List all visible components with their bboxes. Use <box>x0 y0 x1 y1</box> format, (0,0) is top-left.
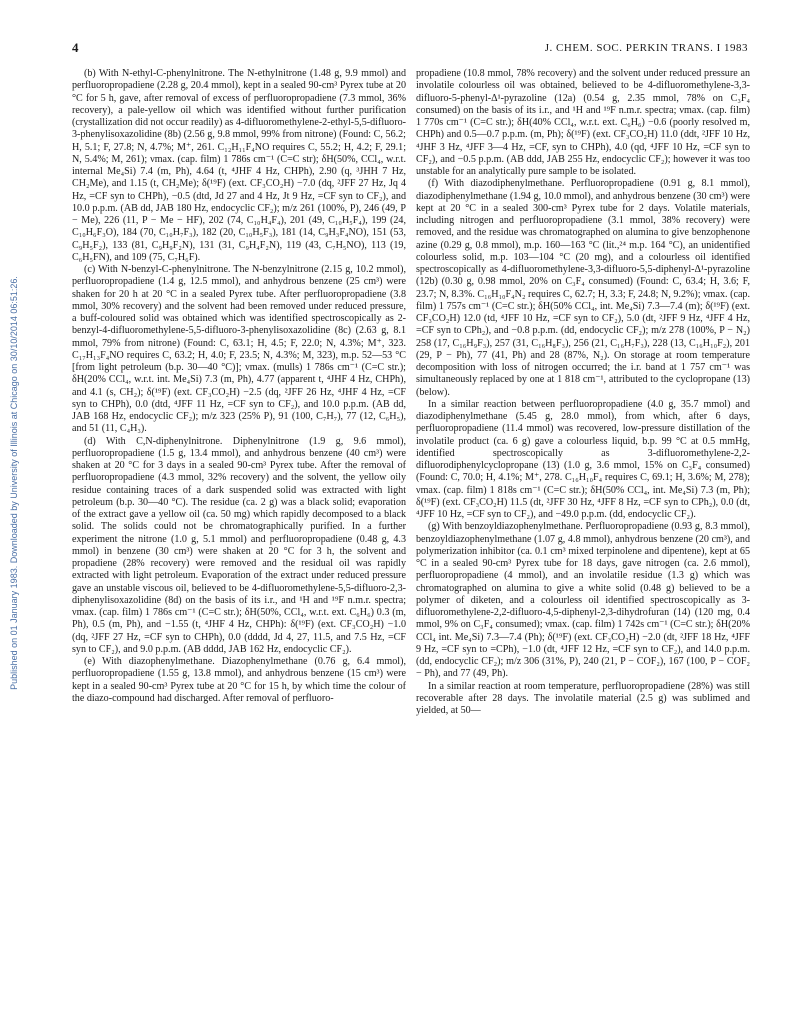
paragraph-c-benzylnitrone: (c) With N-benzyl-C-phenylnitrone. The N-benzylnitrone (2.15 g, 10.2 mmol), perfluoropropadiene (1.4 g, 12.5 mmol), and anhydrous benzene (25 cm³) were shaken for 20 h at 20 °C in a sealed Pyrex tube. After perfluoropropadiene (3.8 mmol, 30% recovery) and the solvent had been removed under reduced pressure, a buff-coloured solid was obtained which was identified spectroscopically as 2-benzyl-4-difluoromethylene-5,5-difluoro-3-phenylisoxazolidine (8c) (2.63 g, 8.1 mmol, 79% from nitrone) (Found: C, 63.1; H, 4.5; F, 22.0; N, 4.3%; M⁺, 323. C₁₇H₁₃F₄NO requires C, 63.2; H, 4.0; F, 23.5; N, 4.3%; M, 323), m.p. 52—53 °C [from light petroleum (b.p. 30—40 °C)]; νmax. (mulls) 1 786s cm⁻¹ (C=C str.); δH(20% CCl₄, w.r.t. int. Me₄Si) 7.3 (m, Ph), 4.77 (apparent t, ⁴JHF 4 Hz, CHPh), and 4.1 (s, CH₂); δ(¹⁹F) (ext. CF₃CO₂H) −2.5 (dq, ²JFF 26 Hz, ⁴JHF 4 Hz, =CF syn to CHPh), 0.0 (dtd, ⁴JFF 11 Hz, =CF syn to CF₂), and 10.0 p.p.m. (AB dd, JAB 168 Hz, endocyclic CF₂); m/z 323 (25% P), 91 (100, C₇H₇), 77 (12, C₆H₅), and 51 (11, C₄H₃). <box>72 264 406 435</box>
paragraph-d-diphenylnitrone: (d) With C,N-diphenylnitrone. Diphenylnitrone (1.9 g, 9.6 mmol), perfluoropropadiene (1.5 g, 13.4 mmol), and anhydrous benzene (40 cm³) were shaken at 20 °C for 3 days in a sealed 90-cm³ Pyrex tube. After the removal of perfluoropropadiene (4.3 mmol, 32% recovery) and the solvent, the yellow oily residue containing traces of a dark suspended solid was extracted with light petroleum (b.p. 30—40 °C). The residue (ca. 2 g) was a black solid; evaporation of the extract gave a yellow oil (ca. 50 mg) which rapidly decomposed to a black solid. The solids could not be chromatographically purified. In a further experiment the nitrone (1.0 g, 5.1 mmol) and perfluoropropadiene (0.48 g, 4.3 mmol) in benzene (30 cm³) were shaken at 20 °C for 3 h, the solvent and propadiene (28% recovery) were removed and the residual oil was rapidly extracted with light petroleum. Evaporation of the extract under reduced pressure gave an unstable viscous oil, believed to be 4-difluoromethylene-5,5-difluoro-2,3-diphenylisoxazolidine (8d) on the basis of its i.r., and ¹H and ¹⁹F n.m.r. spectra; νmax. (cap. film) 1 786s cm⁻¹ (C=C str.); δH(50%, CCl₄, w.r.t. ext. C₆H₆) 0.3 (m, Ph), 0.5 (m, Ph), and −1.55 (t, ⁴JHF 4 Hz, CHPh): δ(¹⁹F) (ext. CF₃CO₂H) −1.0 (dq, ²JFF 27 Hz, =CF syn to CHPh), 0.0 (dddd, Jd 4, 27, 11.5, and 7.5 Hz, =CF syn to CF₂), and 9.0 p.p.m. (AB dddd, JAB 162 Hz, endocyclic CF₂). <box>72 435 406 655</box>
page-number: 4 <box>72 40 79 55</box>
paragraph-b-ethylnitrone: (b) With N-ethyl-C-phenylnitrone. The N-ethylnitrone (1.48 g, 9.9 mmol) and perfluoropropadiene (2.28 g, 20.4 mmol), kept in a sealed 90-cm³ Pyrex tube at 20 °C for 5 h, gave, after removal of excess of perfluoropropadiene (7.3 mmol, 36% recovery), a pale-yellow oil which was identified without further purification (crystallization did not occur readily) as 4-difluoromethylene-2-ethyl-5,5-difluoro-3-phenylisoxazolidine (8b) (2.56 g, 9.8 mmol, 99% from nitrone) (Found: C, 56.2; H, 5.1; F, 27.8; N, 4.7%; M⁺, 261. C₁₂H₁₁F₄NO requires C, 55.2; H, 4.2; F, 29.1; N, 5.4%; M, 261); νmax. (cap. film) 1 786s cm⁻¹ (C=C str); δH(50%, CCl₄, w.r.t. internal Me₄Si) 7.4 (m, Ph), 4.64 (t, ⁴JHF 4 Hz, CHPh), 2.90 (q, ³JHH 7 Hz, CH₂Me), and 1.15 (t, CH₂Me); δ(¹⁹F) (ext. CF₃CO₂H) −7.0 (dq, ²JFF 27 Hz, Jq 4 Hz, =CF syn to CHPh), −0.5 (dtd, Jd 27 and 4 Hz, Jt 9 Hz, =CF syn to CF₂), and 10.0 p.p.m. (AB dd, JAB 180 Hz, endocyclic CF₂); m/z 261 (100%, P), 246 (49, P − Me), 226 (11, P − Me − HF), 202 (74, C₁₀H₄F₄), 201 (49, C₁₀H₅F₄), 199 (24, C₁₀H₆F₃O), 184 (70, C₁₀H₇F₃), 182 (20, C₁₀H₅F₃), 181 (14, C₉H₃F₄NO), 151 (53, C₉H₅F₂), 133 (81, C₉H₉F₂N), 131 (31, C₉H₄F₂N), 119 (43, C₇H₅NO), 113 (19, C₆H₅FN), and 109 (75, C₇H₆F). <box>72 68 406 263</box>
paragraph-e-diazophenylmethane: (e) With diazophenylmethane. Diazophenylmethane (0.76 g, 6.4 mmol), perfluoropropadiene (1.55 g, 13.8 mmol), and anhydrous benzene (15 cm³) were kept in a sealed 90-cm³ Pyrex tube at 20 °C for 15 h, by which time the colour of the diazo-compound had discharged. After removal of perfluoro- <box>72 656 406 704</box>
paragraph-e-continued: propadiene (10.8 mmol, 78% recovery) and the solvent under reduced pressure an involatile colourless oil was obtained, believed to be 4-difluoromethylene-3,3-difluoro-5-phenyl-Δ¹-pyrazoline (12a) (0.54 g, 2.35 mmol, 78% on C₃F₄ consumed) on the basis of its i.r., and ¹H and ¹⁹F n.m.r. spectra; νmax. (cap. film) 1 770s cm⁻¹ (C=C str.); δH(40% CCl₄, w.r.t. ext. C₆H₆) −0.6 (poorly resolved m, CHPh) and 0.5—0.7 p.p.m. (m, Ph); δ(¹⁹F) (ext. CF₃CO₂H) 11.0 (ddt, ²JFF 10 Hz, ⁴JHF 3 Hz, ⁴JFF 3—4 Hz, =CF, syn to CHPh), 4.0 (qd, ⁴JFF 10 Hz, =CF syn to CF₂), and −0.5 p.p.m. (AB ddd, JAB 255 Hz, endocyclic CF₂); however it was too unstable for an analytically pure sample to be isolated. <box>416 68 750 177</box>
left-column <box>72 68 406 705</box>
paragraph-g-room-temperature: In a similar reaction at room temperature, perfluoropropadiene (28%) was still recoverable after 28 days. The involatile material (2.5 g) was sublimed and yielded, at 50— <box>416 680 750 716</box>
paragraph-f-diazodiphenylmethane: (f) With diazodiphenylmethane. Perfluoropropadiene (0.91 g, 8.1 mmol), diazodiphenylmethane (1.94 g, 10.0 mmol), and anhydrous benzene (30 cm³) were kept at 20 °C in a sealed 300-cm³ Pyrex tube for 2 days. Volatile materials, including nitrogen and perfluoropropadiene (3.1 mmol, 38% recovery) were removed, and the residue was chromatographed on alumina to give benzophenone azine (0.29 g, 0.8 mmol), m.p. 160—163 °C (lit.,²⁴ m.p. 164 °C), an unidentified colourless solid, m.p. 103—104 °C (20 mg), and a colourless oil identified spectroscopically as 4-difluoromethylene-3,3-difluoro-5,5-diphenyl-Δ¹-pyrazoline (12b) (0.30 g, 0.98 mmol, 20% on C₃F₄ consumed) (Found: C, 63.4; H, 3.6; F, 23.7; N, 8.3%. C₁₆H₁₀F₄N₂ requires C, 62.7; H, 3.3; F, 24.8; N, 9.2%); νmax. (cap. film) 1 757s cm⁻¹ (C=C str.); δH(50% CCl₄, int. Me₄Si) 7.3—7.4 (m); δ(¹⁹F) (ext. CF₃CO₂H) 12.0 (td, ⁴JFF 10 Hz, =CF syn to CF₂), 5.0 (dt, ²JFF 9 Hz, ⁴JFF 4 Hz, =CF syn to CPh₂), and −0.8 p.p.m. (dd, endocyclic CF₂); m/z 278 (100%, P − N₂) 258 (17, C₁₆H₉F₃), 257 (31, C₁₆H₈F₃), 256 (21, C₁₆H₇F₃), 228 (13, C₁₆H₁₀F₂), 201 (29, P − Ph), 77 (41, Ph) and 28 (87%, N₂). On storage at room temperature decomposition with loss of nitrogen occurred; the i.r. band at 1 757 cm⁻¹ was simultaneously replaced by one at 1 818 cm⁻¹, attributed to the cyclopropane (13) (below). <box>416 178 750 398</box>
journal-running-head: J. CHEM. SOC. PERKIN TRANS. I 1983 <box>544 42 748 54</box>
download-watermark[interactable]: Published on 01 January 1983. Downloaded by University of Illinois at Chicago on 30/10/2014 06:51:26. <box>9 276 19 690</box>
paragraph-f-similar-reaction: In a similar reaction between perfluoropropadiene (4.0 g, 35.7 mmol) and diazodiphenylmethane (5.45 g, 28.0 mmol), from which, after 6 days, perfluoropropadiene (11.4 mmol) was recovered, low-pressure distillation of the involatile product (ca. 6 g) gave a colourless liquid, b.p. 99 °C at 0.5 mmHg, identified spectroscopically as 3-difluoromethylene-2,2-difluorodiphenylcyclopropane (13) (1.0 g, 3.6 mmol, 15% on C₃F₄ consumed) (Found: C, 70.0; H, 4.1%; M⁺, 278. C₁₆H₁₀F₄ requires C, 69.1; H, 3.6%; M, 278); νmax. (cap. film) 1 818s cm⁻¹ (C=C str.); δH(50% CCl₄, int. Me₄Si) 7.3 (m, Ph); δ(¹⁹F) (ext. CF₃CO₂H) 11.5 (dt, ²JFF 30 Hz, ⁴JFF 8 Hz, =CF syn to CPh₂), 0.0 (dt, ⁴JFF 10 Hz, =CF syn to CF₂), and −49.0 p.p.m. (dd, endocyclic CF₂). <box>416 398 750 520</box>
paragraph-g-benzoyldiazophenylmethane: (g) With benzoyldiazophenylmethane. Perfluoropropadiene (0.93 g, 8.3 mmol), benzoyldiazophenylmethane (1.07 g, 4.8 mmol), anhydrous benzene (20 cm³), and polymerization inhibitor (ca. 0.1 cm³ mixed terpinolene and dipentene), kept at 65 °C in a sealed 90-cm³ Pyrex tube for 18 days, gave nitrogen (ca. 2.6 mmol), perfluoropropadiene (4 mmol), and an involatile residue (1.3 g) which was chromatographed on alumina to give a white solid (0.48 g) believed to be a polymer of diketen, and a colourless oil identified spectroscopically as 3-difluoromethylene-2,2-difluoro-4,5-diphenyl-2,3-dihydrofuran (14) (120 mg, 0.4 mmol, 9% on C₃F₄ consumed); νmax. (cap. film) 1 742s cm⁻¹ (C=C str.); δH(20% CCl₄ int. Me₄Si) 7.3—7.4 (Ph); δ(¹⁹F) (ext. CF₃CO₂H) −2.0 (dt, ²JFF 18 Hz, ⁴JFF 9 Hz, =CF syn to =CPh), −1.0 (dt, ⁴JFF 12 Hz, =CF syn to CF₂), and 14.0 p.p.m. (dd, endocyclic CF₂); m/z 306 (31%, P), 240 (21, P − COF₂), 167 (100, P − COF₂ − Ph), and 77 (49, Ph). <box>416 521 750 680</box>
right-column <box>416 68 750 717</box>
